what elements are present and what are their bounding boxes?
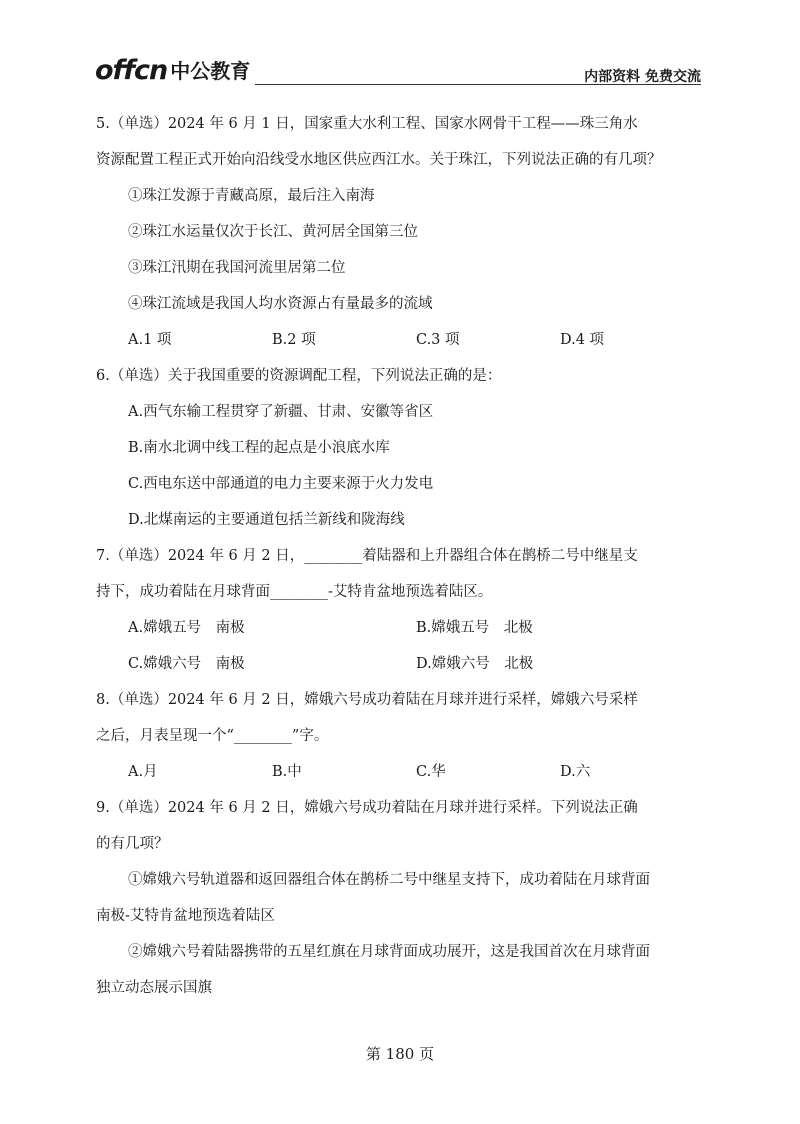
question-5-stem-line-2: 资源配置工程正式开始向沿线受水地区供应西江水。关于珠江，下列说法正确的有几项？ <box>96 152 662 168</box>
question-9-statement-2-line-2: 独立动态展示国旗 <box>96 980 212 996</box>
logo-cn-text: 中公教育 <box>170 59 251 83</box>
question-9-stem-line-1: 9.（单选）2024 年 6 月 2 日，嫦娥六号成功着陆在月球并进行采样。下列说法正确 <box>96 800 638 816</box>
option-b: B.中 <box>272 764 302 780</box>
question-5-statement-3: ③珠江汛期在我国河流里居第二位 <box>128 260 346 276</box>
question-content <box>96 112 704 1000</box>
question-9-statement-1-line-2: 南极-艾特肯盆地预选着陆区 <box>96 908 275 924</box>
question-8-stem-line-1: 8.（单选）2024 年 6 月 2 日，嫦娥六号成功着陆在月球并进行采样，嫦娥六号采样 <box>96 692 638 708</box>
header-note: 内部资料 免费交流 <box>584 69 701 85</box>
question-6-stem: 6.（单选）关于我国重要的资源调配工程，下列说法正确的是： <box>96 368 502 384</box>
question-9-stem-line-2: 的有几项？ <box>96 836 169 852</box>
logo-en-text: offcn <box>95 55 168 86</box>
question-7-options-row-2 <box>128 652 704 676</box>
question-7-options-row-1 <box>128 616 704 640</box>
option-c: C.3 项 <box>416 332 460 348</box>
option-d: D.4 项 <box>560 332 605 348</box>
question-5-statement-1: ①珠江发源于青藏高原，最后注入南海 <box>128 188 375 204</box>
option-d: D.六 <box>560 764 591 780</box>
question-5-stem-line-1: 5.（单选）2024 年 6 月 1 日，国家重大水利工程、国家水网骨干工程——珠三角水 <box>96 116 638 132</box>
question-5-statement-2: ②珠江水运量仅次于长江、黄河居全国第三位 <box>128 224 418 240</box>
option-a: A.月 <box>128 764 158 780</box>
option-b: B.嫦娥五号 北极 <box>416 620 533 636</box>
question-9-statement-1-line-1: ①嫦娥六号轨道器和返回器组合体在鹊桥二号中继星支持下，成功着陆在月球背面 <box>128 872 650 888</box>
question-6-option-b: B.南水北调中线工程的起点是小浪底水库 <box>128 440 390 456</box>
question-6-option-c: C.西电东送中部通道的电力主要来源于火力发电 <box>128 476 434 492</box>
question-7-stem-line-2: 持下，成功着陆在月球背面________-艾特肯盆地预选着陆区。 <box>96 584 493 600</box>
page-header <box>95 56 701 86</box>
option-d: D.嫦娥六号 北极 <box>416 656 534 672</box>
option-a: A.1 项 <box>128 332 172 348</box>
offcn-logo <box>95 56 250 86</box>
question-5-options <box>128 328 704 352</box>
option-a: A.嫦娥五号 南极 <box>128 620 245 636</box>
question-8-options <box>128 760 704 784</box>
page-number: 第 180 页 <box>365 1045 435 1063</box>
question-8-stem-line-2: 之后，月表呈现一个“________”字。 <box>96 728 329 744</box>
option-c: C.嫦娥六号 南极 <box>128 656 245 672</box>
question-5-statement-4: ④珠江流域是我国人均水资源占有量最多的流域 <box>128 296 433 312</box>
question-6-option-d: D.北煤南运的主要通道包括兰新线和陇海线 <box>128 512 405 528</box>
question-6-option-a: A.西气东输工程贯穿了新疆、甘肃、安徽等省区 <box>128 404 434 420</box>
option-c: C.华 <box>416 764 446 780</box>
option-b: B.2 项 <box>272 332 316 348</box>
question-9-statement-2-line-1: ②嫦娥六号着陆器携带的五星红旗在月球背面成功展开，这是我国首次在月球背面 <box>128 944 650 960</box>
question-7-stem-line-1: 7.（单选）2024 年 6 月 2 日，________着陆器和上升器组合体在鹊桥二号中继星支 <box>96 548 638 564</box>
